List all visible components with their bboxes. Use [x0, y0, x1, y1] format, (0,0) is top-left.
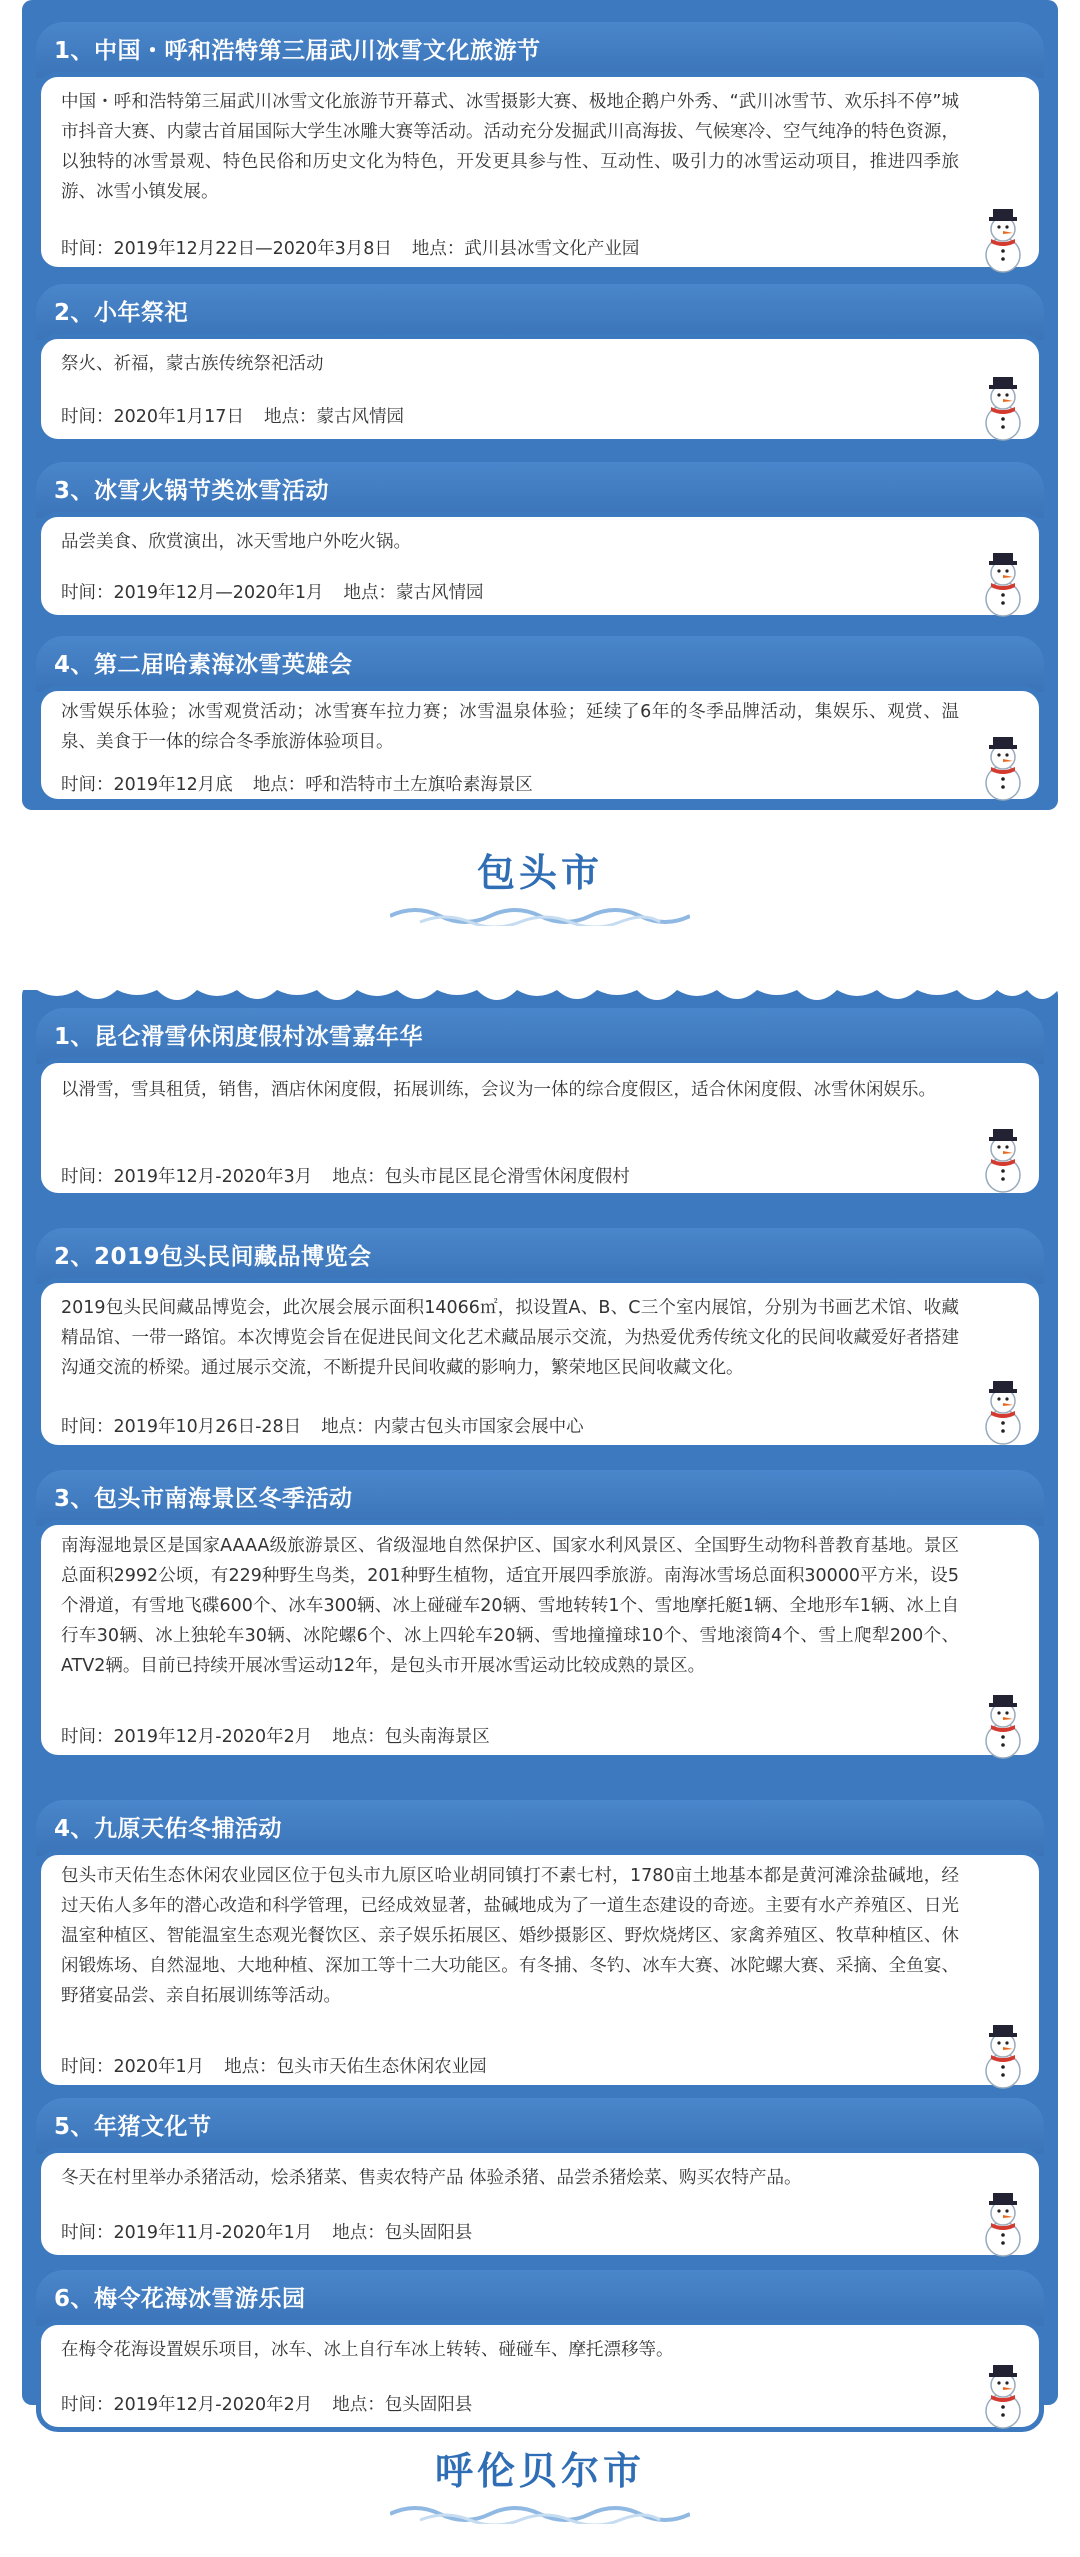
card-header: [36, 1228, 1044, 1284]
card-header: [36, 284, 1044, 340]
event-place: 地点：包头固阳县: [332, 2395, 473, 2415]
snowman-icon: [971, 1123, 1035, 1195]
card-header: [36, 1800, 1044, 1856]
event-description: 在梅令花海设置娱乐项目，冰车、冰上自行车冰上转转、碰碰车、摩托漂移等。: [61, 2340, 674, 2360]
event-title: 6、梅令花海冰雪游乐园: [54, 2286, 306, 2312]
event-time: 时间：2019年10月26日-28日: [61, 1417, 302, 1437]
event-time: 时间：2019年12月-2020年2月: [61, 1727, 313, 1747]
event-meta: [61, 2391, 472, 2416]
event-time: 时间：2019年12月底: [61, 775, 233, 795]
event-time: 时间：2019年11月-2020年1月: [61, 2223, 313, 2243]
event-place: 地点：蒙古风情园: [263, 407, 404, 427]
event-time: 时间：2020年1月: [61, 2057, 205, 2077]
card-body: [36, 72, 1044, 272]
card-header: [36, 1008, 1044, 1064]
event-description: 以滑雪，雪具租赁，销售，酒店休闲度假，拓展训练，会议为一体的综合度假区，适合休闲度假、冰雪休闲娱乐。: [61, 1080, 936, 1100]
card-header: [36, 2270, 1044, 2326]
card-header: [36, 2098, 1044, 2154]
event-meta: [61, 1163, 630, 1188]
event-meta: [61, 235, 639, 260]
event-description: 中国・呼和浩特第三届武川冰雪文化旅游节开幕式、冰雪摄影大赛、极地企鹅户外秀、“武川冰雪节、欢乐抖不停”城市抖音大赛、内蒙古首届国际大学生冰雕大赛等活动。活动充分发掘武川高海拔、气候寒冷、空气纯净的特色资源，以独特的冰雪景观、特色民俗和历史文化为特色，开发更具参与性、互动性、吸引力的冰雪运动项目，推进四季旅游、冰雪小镇发展。: [61, 92, 959, 202]
event-time: 时间：2019年12月—2020年1月: [61, 583, 324, 603]
card-header: [36, 636, 1044, 692]
snowman-icon: [971, 203, 1035, 275]
snowman-icon: [971, 731, 1035, 803]
city-title: 呼伦贝尔市: [434, 2448, 645, 2493]
event-meta: [61, 2219, 472, 2244]
card-header: [36, 22, 1044, 78]
event-title: 1、昆仑滑雪休闲度假村冰雪嘉年华: [54, 1024, 424, 1050]
wave-decoration: [390, 902, 690, 926]
event-description: 包头市天佑生态休闲农业园区位于包头市九原区哈业胡同镇打不素七村，1780亩土地基本都是黄河滩涂盐碱地，经过天佑人多年的潜心改造和科学管理，已经成效显著，盐碱地成为了一道生态建设的奇迹。主要有水产养殖区、日光温室种植区、智能温室生态观光餐饮区、亲子娱乐拓展区、婚纱摄影区、野炊烧烤区、家禽养殖区、牧草种植区、休闲锻炼场、自然湿地、大地种植、深加工等十二大功能区。有冬捕、冬钓、冰车大赛、冰陀螺大赛、采摘、全鱼宴、野猪宴品尝、亲自拓展训练等活动。: [61, 1866, 959, 2006]
card-body: [36, 1520, 1044, 1760]
event-title: 3、包头市南海景区冬季活动: [54, 1486, 353, 1512]
event-title: 4、九原天佑冬捕活动: [54, 1816, 283, 1842]
event-time: 时间：2019年12月22日—2020年3月8日: [61, 239, 392, 259]
event-meta: [61, 1413, 584, 1438]
event-place: 地点：内蒙古包头市国家会展中心: [321, 1417, 584, 1437]
event-place: 地点：呼和浩特市土左旗哈素海景区: [252, 775, 533, 795]
event-description: 南海湿地景区是国家AAAA级旅游景区、省级湿地自然保护区、国家水利风景区、全国野生动物科普教育基地。景区总面积2992公顷，有229种野生鸟类，201种野生植物，适宜开展四季旅游。南海冰雪场总面积30000平方米，设5个滑道，有雪地飞碟600个、冰车300辆、冰上碰碰车20辆、雪地转转1个、雪地摩托艇1辆、全地形车1辆、冰上自行车30辆、冰上独轮车30辆、冰陀螺6个、冰上四轮车20辆、雪地撞撞球10个、雪地滚筒4个、雪上爬犁200个、ATV2辆。目前已持续开展冰雪运动12年，是包头市开展冰雪运动比较成熟的景区。: [61, 1536, 959, 1676]
snowman-icon: [971, 1689, 1035, 1761]
card-body: [36, 1850, 1044, 2090]
event-place: 地点：蒙古风情园: [343, 583, 484, 603]
snowman-icon: [971, 2359, 1035, 2431]
event-meta: [61, 2053, 487, 2078]
card-body: [36, 512, 1044, 620]
snowman-icon: [971, 2019, 1035, 2091]
card-body: [36, 2320, 1044, 2432]
snowman-icon: [971, 1375, 1035, 1447]
event-description: 祭火、祈福，蒙古族传统祭祀活动: [61, 354, 324, 374]
event-title: 1、中国・呼和浩特第三届武川冰雪文化旅游节: [54, 38, 541, 64]
event-place: 地点：包头固阳县: [332, 2223, 473, 2243]
icicles-decoration: [22, 980, 1058, 1010]
event-description: 冬天在村里举办杀猪活动，烩杀猪菜、售卖农特产品 体验杀猪、品尝杀猪烩菜、购买农特产品。: [61, 2168, 802, 2188]
card-body: [36, 334, 1044, 444]
city-title: 包头市: [476, 850, 603, 895]
event-title: 2、小年祭祀: [54, 300, 189, 326]
event-title: 3、冰雪火锅节类冰雪活动: [54, 478, 330, 504]
event-title: 2、2019包头民间藏品博览会: [54, 1244, 372, 1270]
event-meta: [61, 771, 533, 796]
card-body: [36, 2148, 1044, 2260]
card-header: [36, 462, 1044, 518]
card-body: [36, 1058, 1044, 1198]
event-description: 品尝美食、欣赏演出，冰天雪地户外吃火锅。: [61, 532, 411, 552]
event-description: 2019包头民间藏品博览会，此次展会展示面积14066㎡，拟设置A、B、C三个室内展馆，分别为书画艺术馆、收藏精品馆、一带一路馆。本次博览会旨在促进民间文化艺术藏品展示交流，为热爱优秀传统文化的民间收藏爱好者搭建沟通交流的桥梁。通过展示交流，不断提升民间收藏的影响力，繁荣地区民间收藏文化。: [61, 1298, 959, 1378]
event-meta: [61, 579, 483, 604]
event-time: 时间：2020年1月17日: [61, 407, 244, 427]
card-body: [36, 1278, 1044, 1450]
snowman-icon: [971, 371, 1035, 443]
event-place: 地点：武川县冰雪文化产业园: [411, 239, 640, 259]
wave-decoration: [390, 2500, 690, 2524]
event-meta: [61, 1723, 490, 1748]
event-time: 时间：2019年12月-2020年3月: [61, 1167, 313, 1187]
event-description: 冰雪娱乐体验；冰雪观赏活动；冰雪赛车拉力赛；冰雪温泉体验；延续了6年的冬季品牌活动，集娱乐、观赏、温泉、美食于一体的综合冬季旅游体验项目。: [61, 702, 959, 752]
event-time: 时间：2019年12月-2020年2月: [61, 2395, 313, 2415]
event-title: 4、第二届哈素海冰雪英雄会: [54, 652, 353, 678]
event-place: 地点：包头市天佑生态休闲农业园: [224, 2057, 487, 2077]
event-place: 地点：包头市昆区昆仑滑雪休闲度假村: [332, 1167, 630, 1187]
snowman-icon: [971, 547, 1035, 619]
snowman-icon: [971, 2187, 1035, 2259]
event-place: 地点：包头南海景区: [332, 1727, 490, 1747]
card-body: [36, 686, 1044, 804]
event-meta: [61, 403, 404, 428]
event-title: 5、年猪文化节: [54, 2114, 212, 2140]
card-header: [36, 1470, 1044, 1526]
